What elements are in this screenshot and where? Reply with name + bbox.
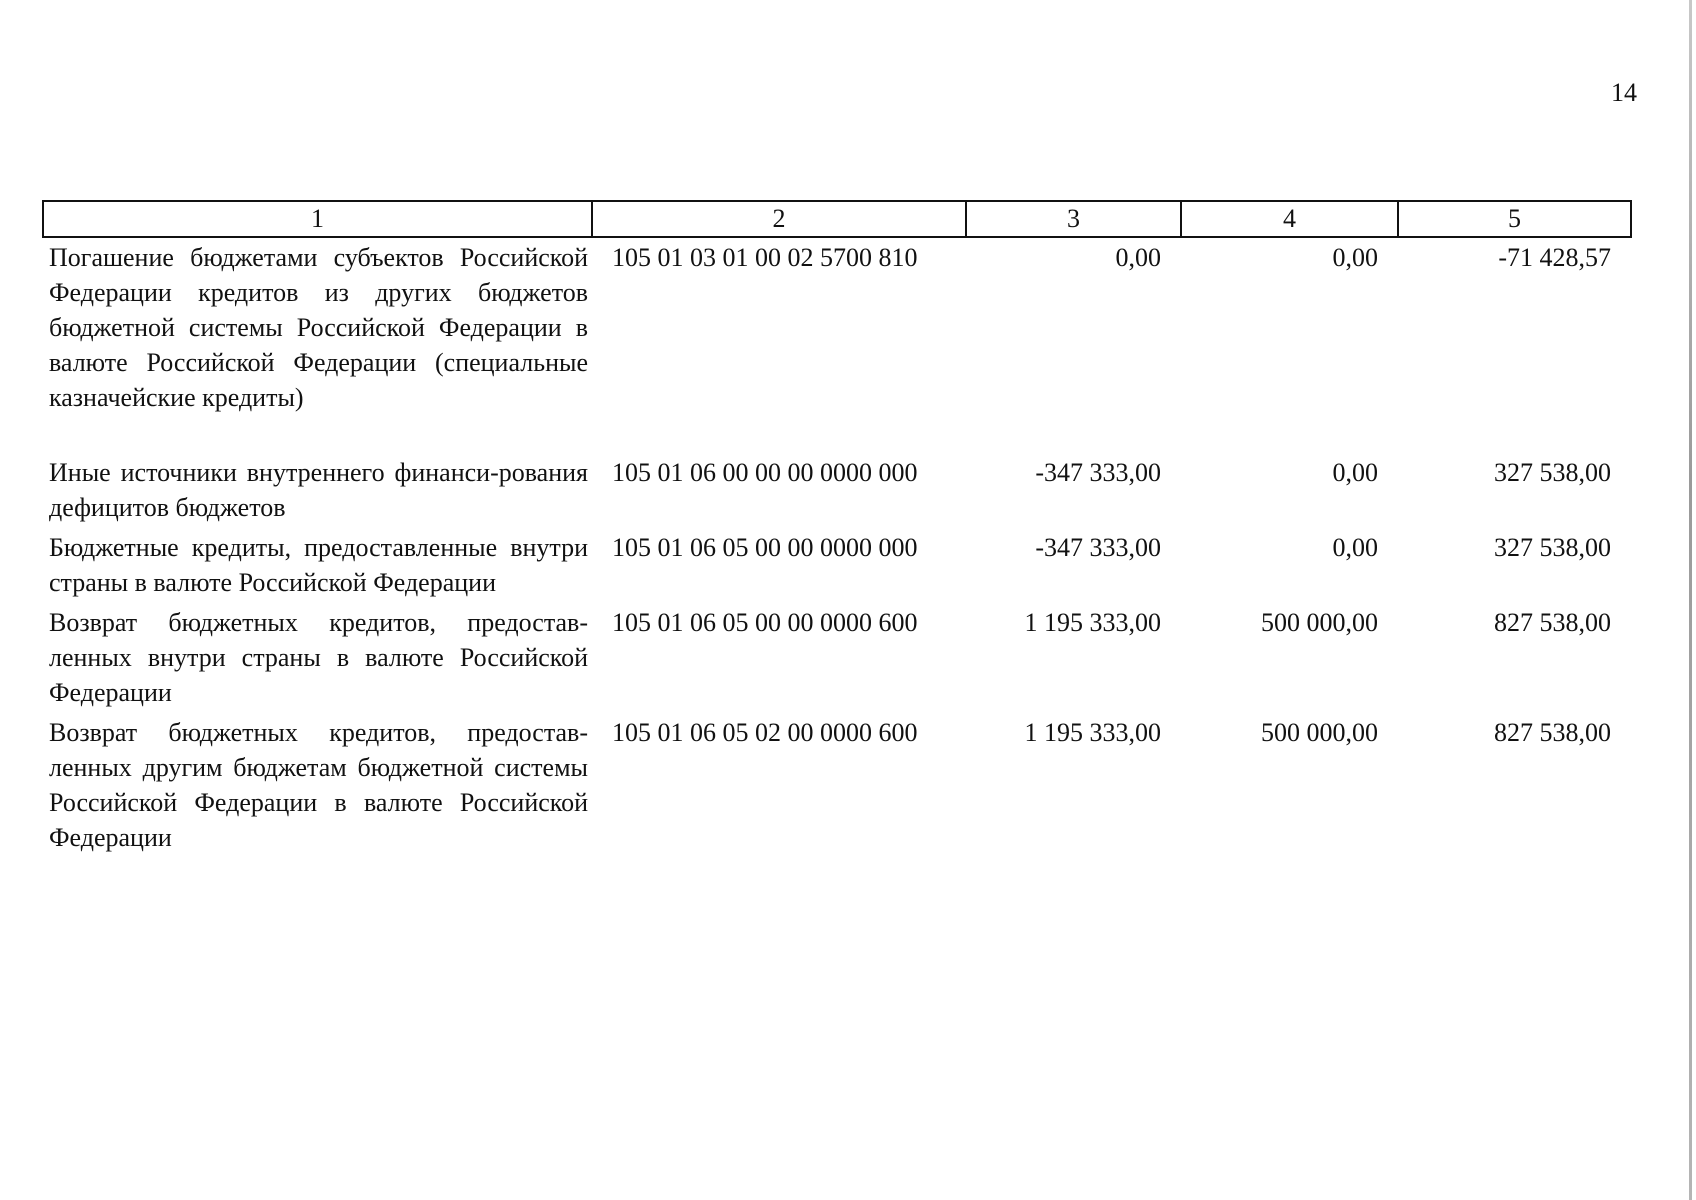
table-row (43, 237, 1631, 418)
column-header-2: 2 (592, 201, 966, 237)
row-value-col4: 0,00 (1332, 243, 1378, 272)
table-row (43, 713, 1631, 858)
row-value-col3: -347 333,00 (1035, 458, 1161, 487)
row-value-col4: 500 000,00 (1261, 718, 1378, 747)
row-spacer (43, 418, 1631, 453)
row-name-cell: Возврат бюджетных кредитов, предостав-ленных внутри страны в валюте Российской Федерации (49, 608, 588, 707)
row-value-col3: -347 333,00 (1035, 533, 1161, 562)
row-code-cell: 105 01 06 05 02 00 0000 600 (612, 718, 918, 747)
table-row (43, 453, 1631, 528)
row-name-cell: Возврат бюджетных кредитов, предостав-ленных другим бюджетам бюджетной системы Российской Федерации в валюте Российской Федерации (49, 718, 588, 852)
row-value-col5: 327 538,00 (1494, 458, 1611, 487)
row-value-col3: 0,00 (1115, 243, 1161, 272)
row-code-cell: 105 01 03 01 00 02 5700 810 (612, 243, 918, 272)
row-value-col4: 0,00 (1332, 458, 1378, 487)
table-row (43, 528, 1631, 603)
row-code-cell: 105 01 06 05 00 00 0000 000 (612, 533, 918, 562)
sources-financing-table-container (42, 200, 1630, 858)
row-value-col3: 1 195 333,00 (1024, 718, 1161, 747)
row-name-cell: Погашение бюджетами субъектов Российской Федерации кредитов из других бюджетов бюджетной системы Российской Федерации в валюте Российской Федерации (специальные казначейские кредиты) (49, 243, 588, 412)
row-name-cell: Бюджетные кредиты, предоставленные внутри страны в валюте Российской Федерации (49, 533, 588, 597)
table-header-row (43, 201, 1631, 237)
row-value-col5: 327 538,00 (1494, 533, 1611, 562)
scan-page-edge (1689, 0, 1692, 1200)
column-header-5: 5 (1398, 201, 1631, 237)
row-value-col4: 0,00 (1332, 533, 1378, 562)
row-value-col5: -71 428,57 (1498, 243, 1611, 272)
column-header-1: 1 (43, 201, 592, 237)
column-header-4: 4 (1181, 201, 1398, 237)
row-code-cell: 105 01 06 00 00 00 0000 000 (612, 458, 918, 487)
row-name-cell: Иные источники внутреннего финанси-рования дефицитов бюджетов (49, 458, 588, 522)
row-value-col4: 500 000,00 (1261, 608, 1378, 637)
column-header-3: 3 (966, 201, 1181, 237)
sources-financing-table (42, 200, 1632, 858)
table-row (43, 603, 1631, 713)
row-value-col3: 1 195 333,00 (1024, 608, 1161, 637)
row-value-col5: 827 538,00 (1494, 718, 1611, 747)
row-value-col5: 827 538,00 (1494, 608, 1611, 637)
page-number: 14 (1611, 78, 1637, 107)
row-code-cell: 105 01 06 05 00 00 0000 600 (612, 608, 918, 637)
